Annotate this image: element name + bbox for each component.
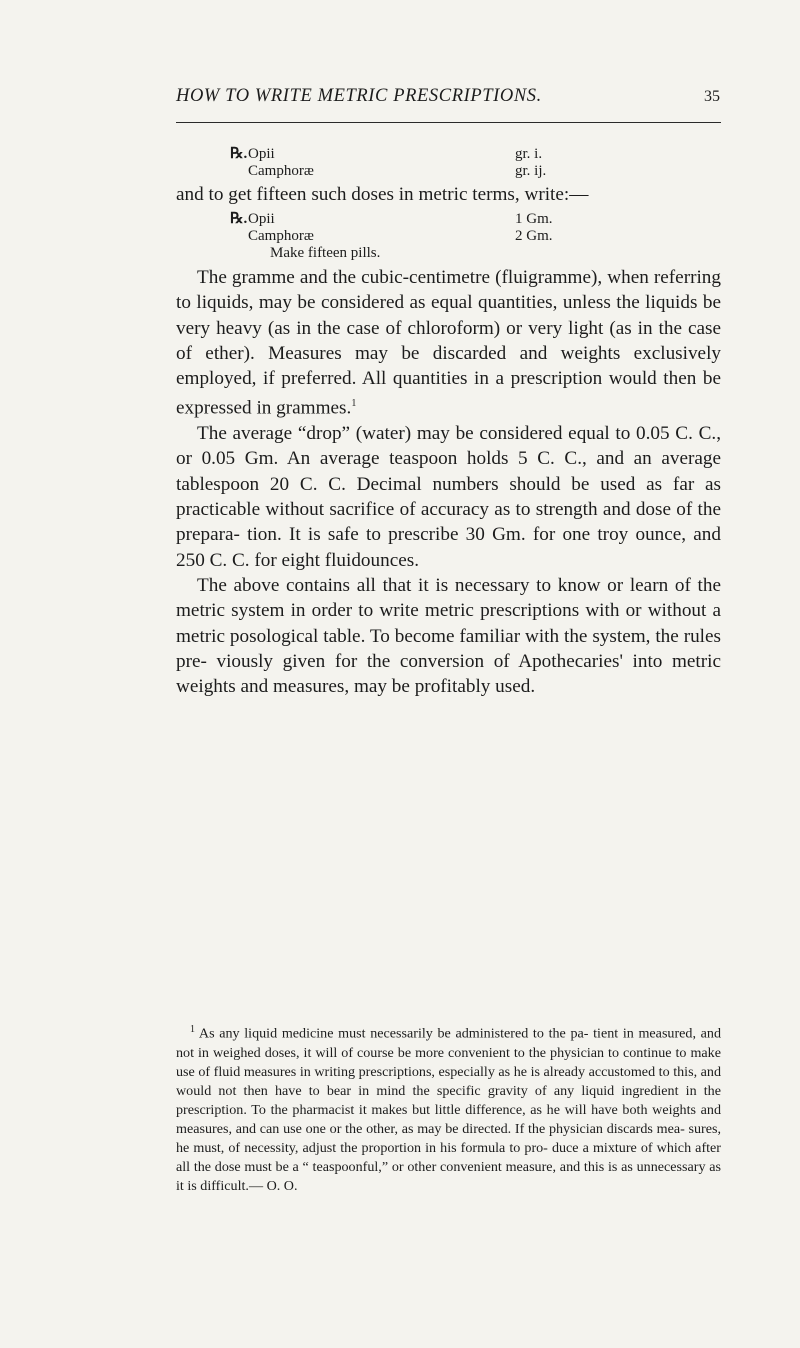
rx-instruction: Make fifteen pills. [270, 245, 381, 261]
ingredient-name: Camphoræ [248, 163, 314, 179]
rx-row [230, 211, 560, 228]
recipe-symbol: ℞. [230, 211, 248, 227]
footnote-number: 1 [190, 1024, 195, 1035]
paragraph-equivalence [176, 265, 721, 421]
ingredient-quantity: gr. i. [515, 146, 543, 162]
transition-text: and to get fifteen such doses in metric terms, write:— [176, 184, 589, 205]
prescription-apothecary [230, 146, 560, 180]
paragraph-measures: The average “drop” (water) may be considered equal to 0.05 C. C., or 0.05 Gm. An average teaspoon holds 5 C. C., and an average tablespoon 20 C. C. Decimal numbers should be used as far as practicable without sacrifice of accuracy as to strength and dose of the prepara- tion. It is safe to prescribe 30 Gm. for one troy ounce, and 250 C. C. for eight fluidounces. [176, 423, 721, 571]
rx-row [230, 163, 560, 180]
ingredient-name: Camphoræ [248, 228, 314, 244]
ingredient-name: Opii [248, 146, 275, 162]
rx-row [230, 245, 560, 262]
ingredient-quantity: 2 Gm. [515, 228, 553, 244]
running-header [176, 86, 720, 107]
ingredient-quantity: gr. ij. [515, 163, 547, 179]
ingredient-quantity: 1 Gm. [515, 211, 553, 227]
running-title: HOW TO WRITE METRIC PRESCRIPTIONS. [176, 86, 542, 106]
footnote-marker: 1 [351, 398, 357, 410]
paragraph-text: The gramme and the cubic-centimetre (fluigramme), when referring to liquids, may be considered as equal quantities, unless the liquids be very heavy (as in the case of chloroform) or very light (as in the case of ether). Measures may be discarded and weights exclusively employed, if preferred. All quantities in a prescription would then be expressed in grammes. [176, 267, 721, 419]
prescription-metric [230, 211, 560, 262]
page-number: 35 [704, 88, 720, 105]
main-text [176, 265, 721, 699]
footnote-text: As any liquid medicine must necessarily be administered to the pa- tient in measured, and not in weighed doses, it will of course be more convenient to the physician to continue to make use of fluid measures in writing prescriptions, especially as he is already accustomed to this, and would not then have to bear in mind the specific gravity of any liquid ingredient in the prescription. To the pharmacist it makes but little difference, as he will have both weights and measures, and can use one or the other, as may be directed. If the physician discards mea- sures, he must, of necessity, adjust the proportion in his formula to pro- duce a mixture of which after all the dose must be a “ teaspoonful,” or other convenient measure, and this is as unnecessary as it is difficult.— O. O. [176, 1025, 722, 1194]
ingredient-name: Opii [248, 211, 275, 227]
header-rule [176, 122, 721, 123]
rx-row [230, 228, 560, 245]
transition-line [176, 182, 721, 207]
paragraph-summary: The above contains all that it is necessary to know or learn of the metric system in order to write metric prescriptions with or without a metric posological table. To become familiar with the system, the rules pre- viously given for the conversion of Apothecaries' into metric weights and measures, may be profitably used. [176, 574, 721, 698]
recipe-symbol: ℞. [230, 146, 248, 162]
rx-row [230, 146, 560, 163]
footnote [176, 1020, 721, 1196]
